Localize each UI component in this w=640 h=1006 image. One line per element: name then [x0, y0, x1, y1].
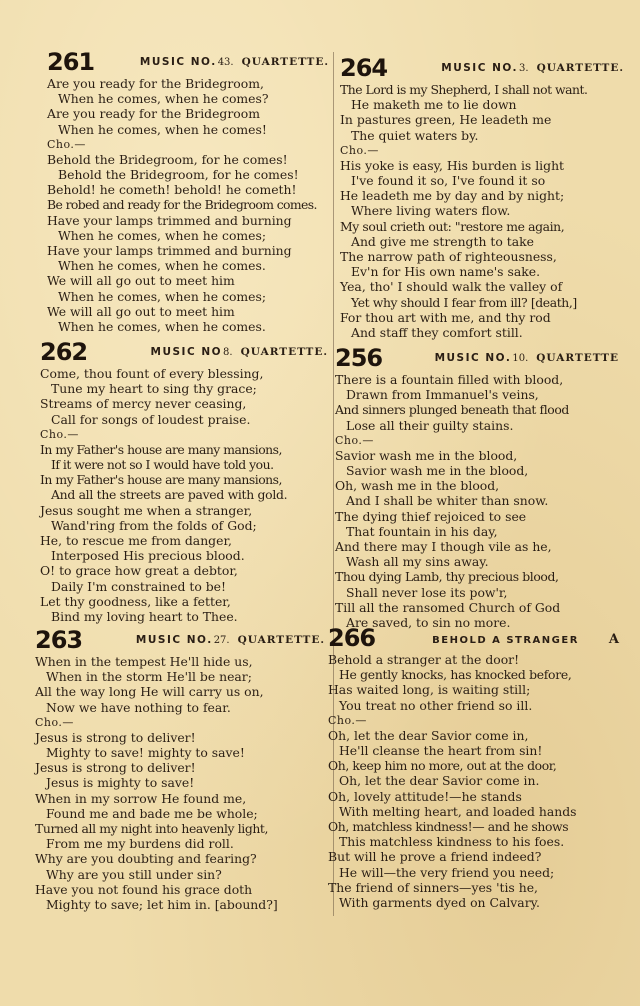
verse-line: Come, thou fount of every blessing,: [40, 366, 264, 381]
chorus-line: And I shall be whiter than snow.: [346, 493, 549, 509]
hymn-text: [40, 366, 328, 624]
verse-line: This matchless kindness to his foes.: [339, 834, 565, 850]
verse-line: Ev'n for His own name's sake.: [351, 264, 541, 280]
verse-line: And give me strength to take: [351, 233, 534, 249]
verse-line: Are saved, to sin no more.: [346, 615, 511, 631]
verse-line: But will he prove a friend indeed?: [328, 849, 542, 865]
hymn-heading: [151, 346, 328, 358]
verse-line: Oh, lovely attitude!—he stands: [328, 788, 522, 804]
verse-line: When in the storm He'll be near;: [46, 669, 252, 685]
hymn-header: [40, 338, 328, 366]
chorus-line: Oh, let the dear Savior come in,: [328, 727, 529, 743]
verse-line: The narrow path of righteousness,: [340, 249, 557, 265]
music-label: MUSIC NO.: [434, 352, 512, 364]
verse-line: Are you ready for the Bridegroom,: [47, 76, 264, 91]
verse-line: When he comes, when he comes?: [58, 91, 269, 107]
verse-line: In pastures green, He leadeth me: [340, 112, 552, 128]
chorus-line: Savior wash me in the blood,: [346, 463, 529, 479]
verse-line: Lose all their guilty stains.: [346, 417, 514, 433]
verse-line: Jesus sought me when a stranger,: [40, 502, 253, 518]
verse-line: Yea, tho' I should walk the valley of: [340, 279, 563, 295]
hymn-number: 256: [335, 344, 383, 372]
chorus-label: Cho.—: [47, 137, 86, 151]
chorus-label: Cho.—: [335, 433, 374, 447]
verse-line: For thou art with me, and thy rod: [340, 309, 551, 325]
chorus-line: Jesus is mighty to save!: [46, 775, 195, 791]
music-number: 8.: [223, 347, 233, 358]
hymn-266: [328, 624, 620, 911]
chorus-line: If it were not so I would have told you.: [51, 457, 274, 473]
hymn-kind: QUARTETTE.: [237, 634, 325, 646]
music-label: MUSIC NO: [150, 346, 223, 358]
chorus-line: Savior wash me in the blood,: [335, 447, 518, 463]
chorus-line: He'll cleanse the heart from sin!: [339, 743, 543, 759]
verse-line: When he comes, when he comes;: [58, 227, 267, 243]
hymn-264: [340, 54, 624, 341]
chorus-line: Jesus is strong to deliver!: [35, 760, 196, 776]
verse-line: Till all the ransomed Church of God: [335, 599, 561, 615]
verse-line: The quiet waters by.: [351, 127, 479, 143]
chorus-line: Mighty to save! mighty to save!: [46, 745, 245, 761]
music-number: 10.: [512, 353, 529, 364]
verse-line: Interposed His precious blood.: [51, 548, 245, 564]
verse-line: With garments dyed on Calvary.: [339, 895, 540, 911]
verse-line: Now we have nothing to fear.: [46, 699, 231, 715]
hymn-number: 263: [35, 626, 83, 654]
verse-line: Wand'ring from the folds of God;: [51, 517, 257, 533]
verse-line: When he comes, when he comes;: [58, 288, 267, 304]
verse-line: We will all go out to meet him: [47, 303, 235, 319]
hymn-header: [35, 626, 325, 654]
chorus-line: In my Father's house are many mansions,: [40, 441, 282, 457]
verse-line: Are you ready for the Bridegroom: [47, 106, 260, 122]
chorus-line: His yoke is easy, His burden is light: [340, 157, 565, 173]
verse-line: Have your lamps trimmed and burning: [47, 212, 292, 228]
verse-line: And sinners plunged beneath that flood: [335, 402, 569, 418]
hymn-heading: [136, 634, 325, 646]
chorus-line: Jesus is strong to deliver!: [35, 729, 196, 745]
hymn-heading: [441, 62, 624, 74]
chorus-line: Behold! he cometh! behold! he cometh!: [47, 182, 297, 198]
music-number: 3.: [519, 63, 529, 74]
hymn-text: [340, 82, 624, 340]
hymn-263: [35, 626, 325, 913]
hymn-heading: [432, 632, 620, 647]
chorus-label: Cho.—: [35, 715, 74, 729]
hymn-number: 264: [340, 54, 388, 82]
chorus-line: He leadeth me by day and by night;: [340, 188, 565, 204]
chorus-line: In my Father's house are many mansions,: [40, 472, 282, 488]
hymn-title: BEHOLD A STRANGER: [432, 635, 579, 646]
hymn-text: [35, 654, 325, 912]
verse-line: Mighty to save; let him in. [abound?]: [46, 897, 278, 913]
verse-line: He gently knocks, has knocked before,: [339, 667, 572, 683]
verse-line: All the way long He will carry us on,: [35, 684, 264, 700]
verse-line: The Lord is my Shepherd, I shall not want.: [340, 82, 588, 97]
music-number: 27.: [213, 635, 230, 646]
tune-key: A: [608, 632, 620, 647]
verse-line: He will—the very friend you need;: [339, 864, 555, 880]
verse-line: Yet why should I fear from ill? [death,]: [351, 294, 577, 310]
hymn-number: 261: [47, 48, 95, 76]
verse-line: With melting heart, and loaded hands: [339, 803, 577, 819]
hymn-text: [335, 372, 619, 630]
verse-line: Daily I'm constrained to be!: [51, 578, 226, 594]
hymn-header: [328, 624, 620, 652]
chorus-line: Be robed and ready for the Bridegroom comes.: [47, 197, 317, 213]
verse-line: My soul crieth out: "restore me again,: [340, 218, 565, 234]
verse-line: When he comes, when he comes.: [58, 319, 266, 335]
verse-line: He, to rescue me from danger,: [40, 533, 232, 549]
chorus-line: Oh, let the dear Savior come in.: [339, 773, 540, 789]
verse-line: When he comes, when he comes.: [58, 258, 266, 274]
chorus-line: Oh, keep him no more, out at the door,: [328, 758, 557, 774]
verse-line: Call for songs of loudest praise.: [51, 411, 251, 427]
verse-line: He maketh me to lie down: [351, 97, 517, 113]
hymn-262: [40, 338, 328, 625]
verse-line: Wash all my sins away.: [346, 554, 489, 570]
chorus-line: Oh, wash me in the blood,: [335, 478, 500, 494]
verse-line: Let thy goodness, like a fetter,: [40, 593, 231, 609]
verse-line: There is a fountain filled with blood,: [335, 372, 564, 387]
verse-line: You treat no other friend so ill.: [339, 697, 533, 713]
hymn-kind: QUARTETTE.: [240, 346, 328, 358]
verse-line: Has waited long, is waiting still;: [328, 682, 531, 698]
chorus-line: Behold the Bridegroom, for he comes!: [47, 151, 288, 167]
verse-line: We will all go out to meet him: [47, 273, 235, 289]
verse-line: From me my burdens did roll.: [46, 836, 234, 852]
verse-line: Tune my heart to sing thy grace;: [51, 381, 257, 397]
music-number: 43.: [217, 57, 234, 68]
verse-line: Shall never lose its pow'r,: [346, 584, 508, 600]
verse-line: Found me and bade me be whole;: [46, 805, 258, 821]
verse-line: O! to grace how great a debtor,: [40, 563, 238, 579]
verse-line: Streams of mercy never ceasing,: [40, 396, 247, 412]
verse-line: Have your lamps trimmed and burning: [47, 243, 292, 259]
hymn-number: 262: [40, 338, 88, 366]
verse-line: Why are you still under sin?: [46, 866, 222, 882]
verse-line: Drawn from Immanuel's veins,: [346, 387, 539, 403]
verse-line: The friend of sinners—yes 'tis he,: [328, 879, 538, 895]
hymn-heading: [140, 56, 329, 68]
hymn-number: 266: [328, 624, 376, 652]
hymn-kind: QUARTETTE: [536, 352, 619, 364]
hymn-256: [335, 344, 619, 631]
verse-line: Behold a stranger at the door!: [328, 652, 520, 667]
verse-line: Turned all my night into heavenly light,: [35, 821, 269, 837]
hymn-261: [47, 48, 329, 335]
verse-line: Bind my loving heart to Thee.: [51, 609, 238, 625]
verse-line: Have you not found his grace doth: [35, 881, 253, 897]
verse-line: That fountain in his day,: [346, 523, 498, 539]
chorus-line: And all the streets are paved with gold.: [51, 487, 288, 503]
chorus-label: Cho.—: [40, 427, 79, 441]
hymn-heading: [435, 352, 619, 364]
chorus-line: Where living waters flow.: [351, 203, 511, 219]
verse-line: Oh, matchless kindness!— and he shows: [328, 819, 569, 835]
hymn-kind: QUARTETTE.: [241, 56, 329, 68]
chorus-line: Behold the Bridegroom, for he comes!: [58, 167, 299, 183]
verse-line: When he comes, when he comes!: [58, 121, 267, 137]
verse-line: When in the tempest He'll hide us,: [35, 654, 253, 669]
hymn-text: [328, 652, 620, 910]
verse-line: Thou dying Lamb, thy precious blood,: [335, 569, 559, 585]
chorus-label: Cho.—: [328, 713, 367, 727]
music-label: MUSIC NO.: [441, 62, 519, 74]
music-label: MUSIC NO.: [135, 634, 213, 646]
verse-line: The dying thief rejoiced to see: [335, 508, 527, 524]
chorus-label: Cho.—: [340, 143, 379, 157]
verse-line: And staff they comfort still.: [351, 325, 523, 341]
hymn-header: [340, 54, 624, 82]
hymn-header: [47, 48, 329, 76]
hymn-kind: QUARTETTE.: [536, 62, 624, 74]
chorus-line: I've found it so, I've found it so: [351, 173, 546, 189]
hymn-text: [47, 76, 329, 334]
hymn-header: [335, 344, 619, 372]
verse-line: Why are you doubting and fearing?: [35, 851, 257, 867]
music-label: MUSIC NO.: [139, 56, 217, 68]
verse-line: And there may I though vile as he,: [335, 539, 552, 555]
verse-line: When in my sorrow He found me,: [35, 790, 247, 806]
